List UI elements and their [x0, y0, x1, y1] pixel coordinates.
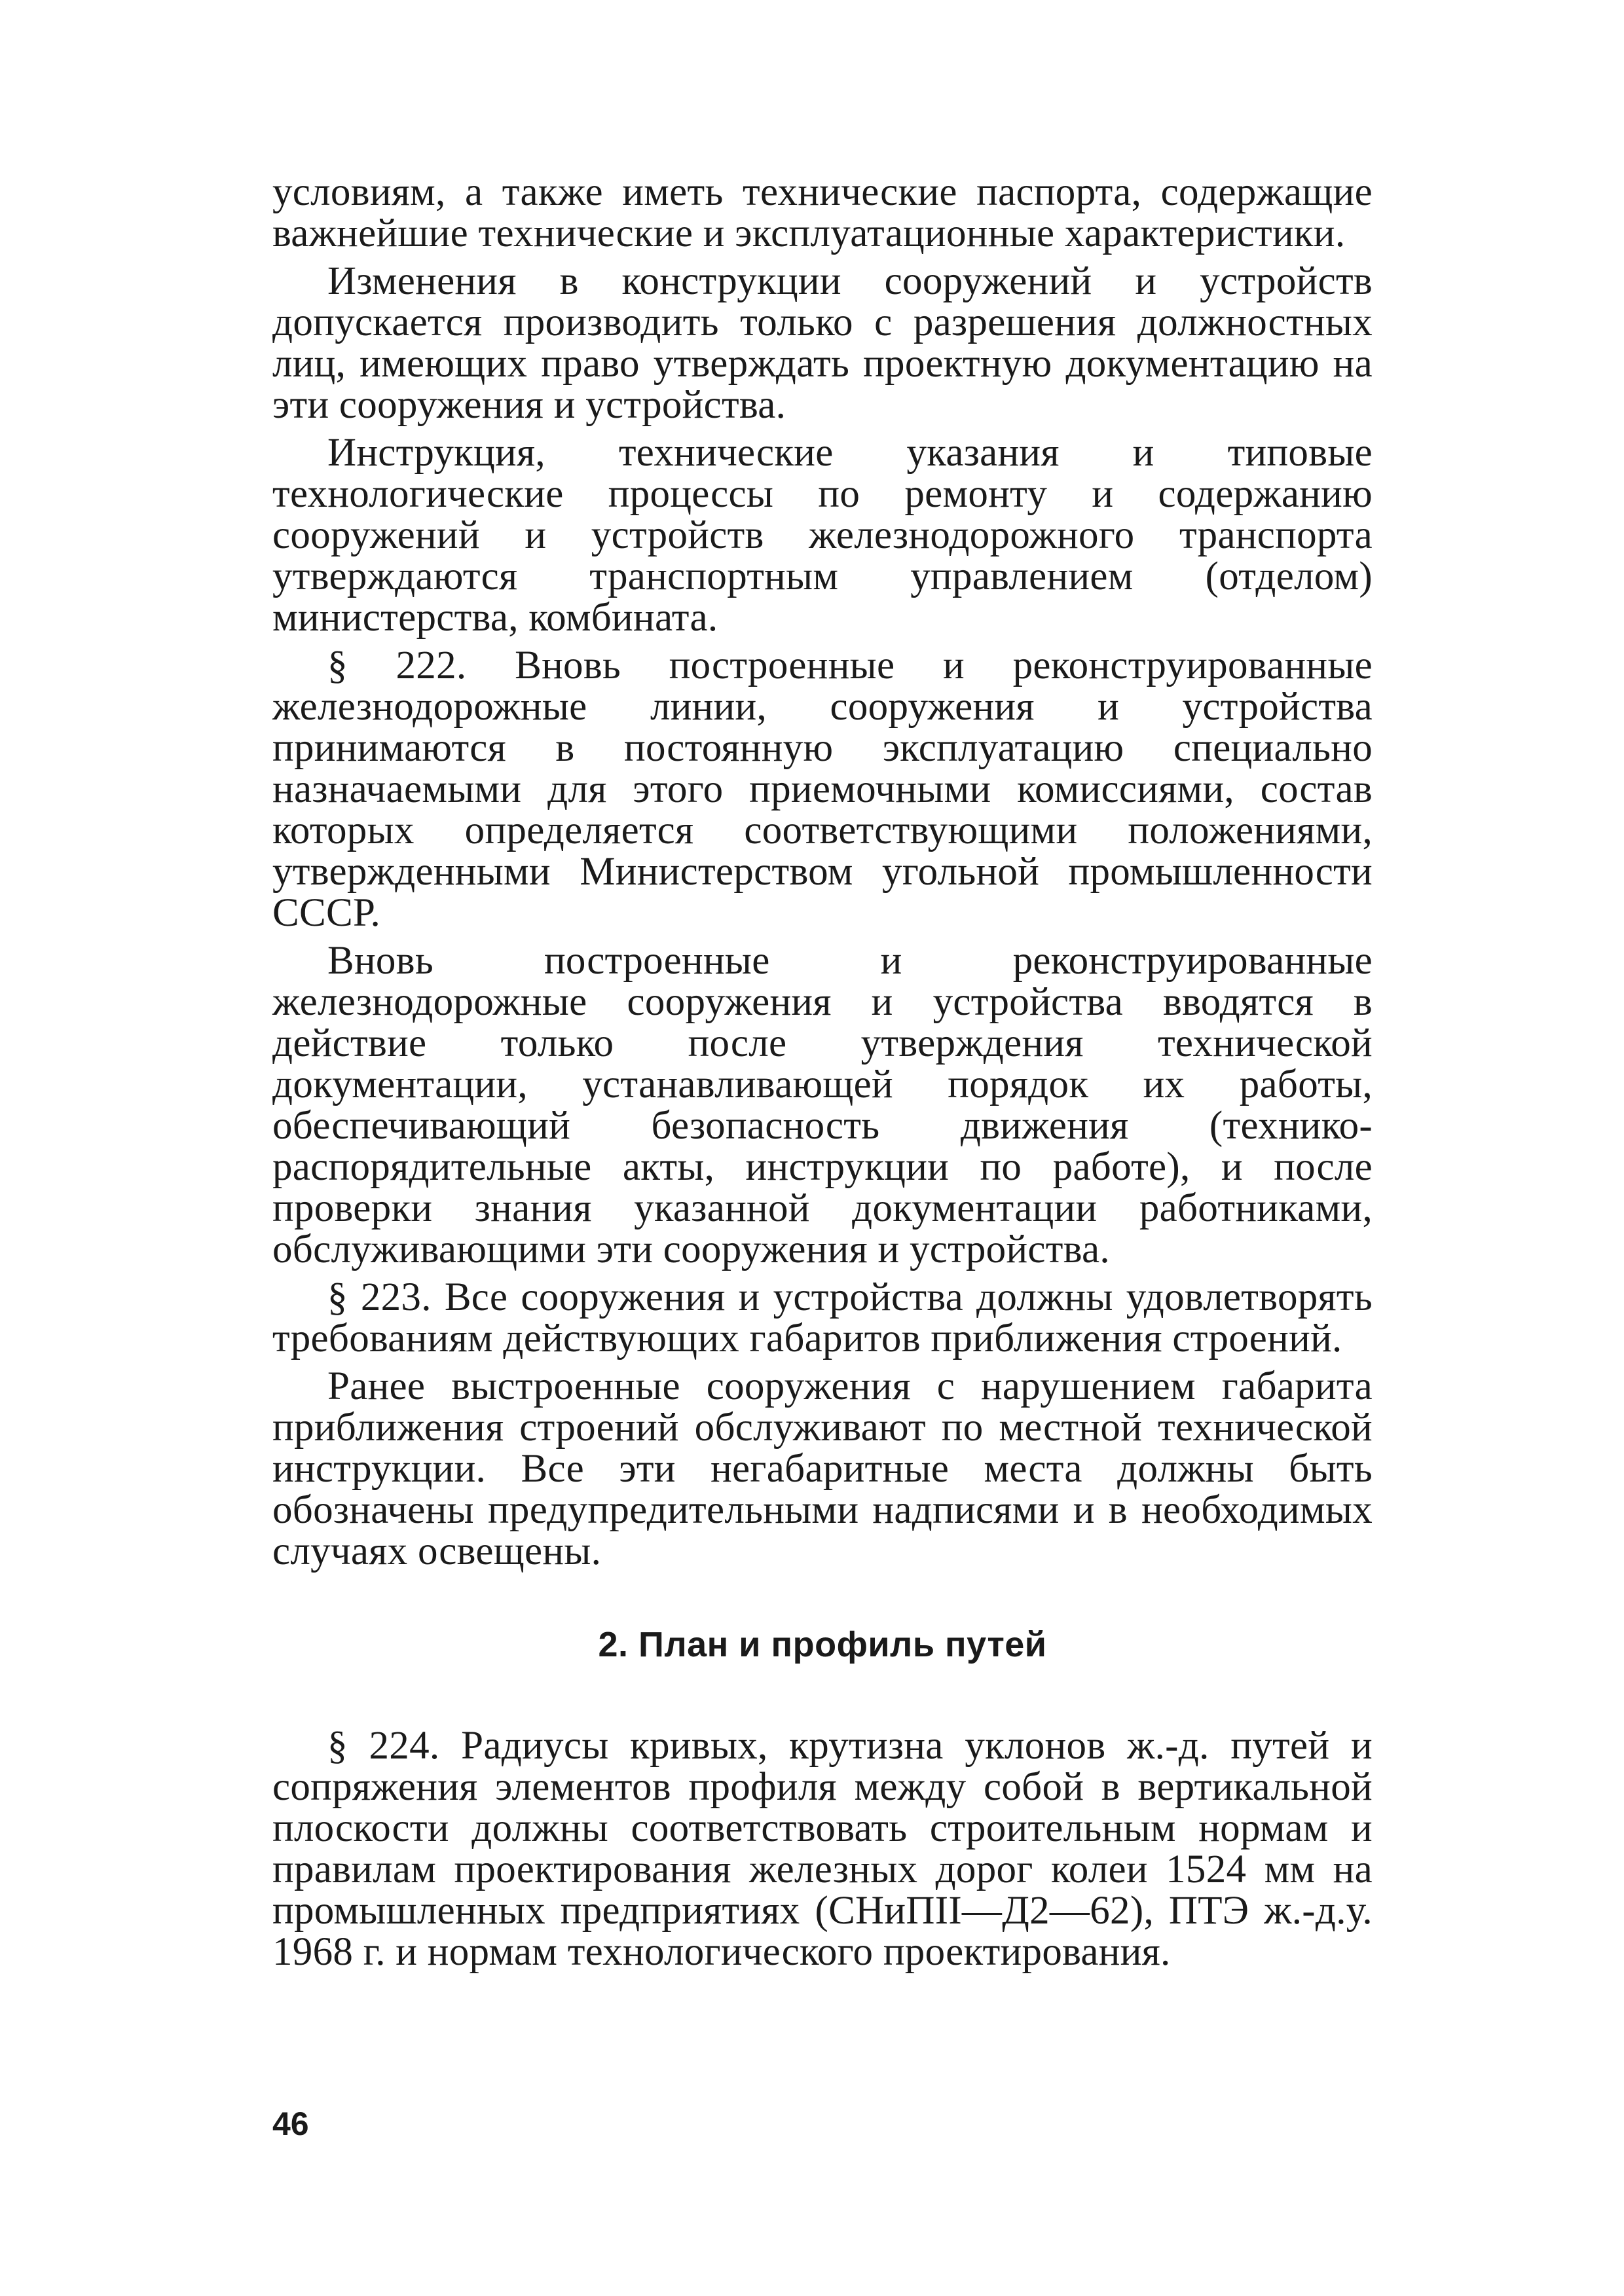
- paragraph-section-223: § 223. Все сооружения и устройства должны удовлетворять требованиям действующих габаритов приближения строений.: [272, 1275, 1373, 1360]
- paragraph-clearance: Ранее выстроенные сооружения с нарушением габарита приближения строений обслуживают по местной технической инструкции. Все эти негабаритные места должны быть обозначены предупредительными надписями и в необходимых случаях освещены.: [272, 1364, 1373, 1573]
- paragraph-instructions: Инструкция, технические указания и типовые технологические процессы по ремонту и содержанию сооружений и устройств железнодорожного транспорта утверждаются транспортным управлением (отделом) министерства, комбината.: [272, 431, 1373, 640]
- page-number: 46: [272, 2105, 309, 2142]
- paragraph-section-224: § 224. Радиусы кривых, крутизна уклонов ж.-д. путей и сопряжения элементов профиля между собой в вертикальной плоскости должны соответствовать строительным нормам и правилам проектирования железных дорог колеи 1524 мм на промышленных предприятиях (СНиПII—Д2—62), ПТЭ ж.-д.у. 1968 г. и нормам технологического проектирования.: [272, 1724, 1373, 1974]
- section-heading: 2. План и профиль путей: [598, 1625, 1047, 1664]
- page-body: [272, 172, 1373, 1973]
- paragraph-commissioning: Вновь построенные и реконструированные железнодорожные сооружения и устройства вводятся в действие только после утверждения технической документации, устанавливающей порядок их работы, обеспечивающий безопасность движения (технико-распорядительные акты, инструкции по работе), и после проверки знания указанной документации работниками, обслуживающими эти сооружения и устройства.: [272, 939, 1373, 1271]
- paragraph-passports: условиям, а также иметь технические паспорта, содержащие важнейшие технические и эксплуатационные характеристики.: [272, 170, 1373, 255]
- paragraph-design-changes: Изменения в конструкции сооружений и устройств допускается производить только с разрешения должностных лиц, имеющих право утверждать проектную документацию на эти сооружения и устройства.: [272, 259, 1373, 427]
- paragraph-section-222: § 222. Вновь построенные и реконструированные железнодорожные линии, сооружения и устройства принимаются в постоянную эксплуатацию специально назначаемыми для этого приемочными комиссиями, состав которых определяется соответствующими положениями, утвержденными Министерством угольной промышленности СССР.: [272, 644, 1373, 935]
